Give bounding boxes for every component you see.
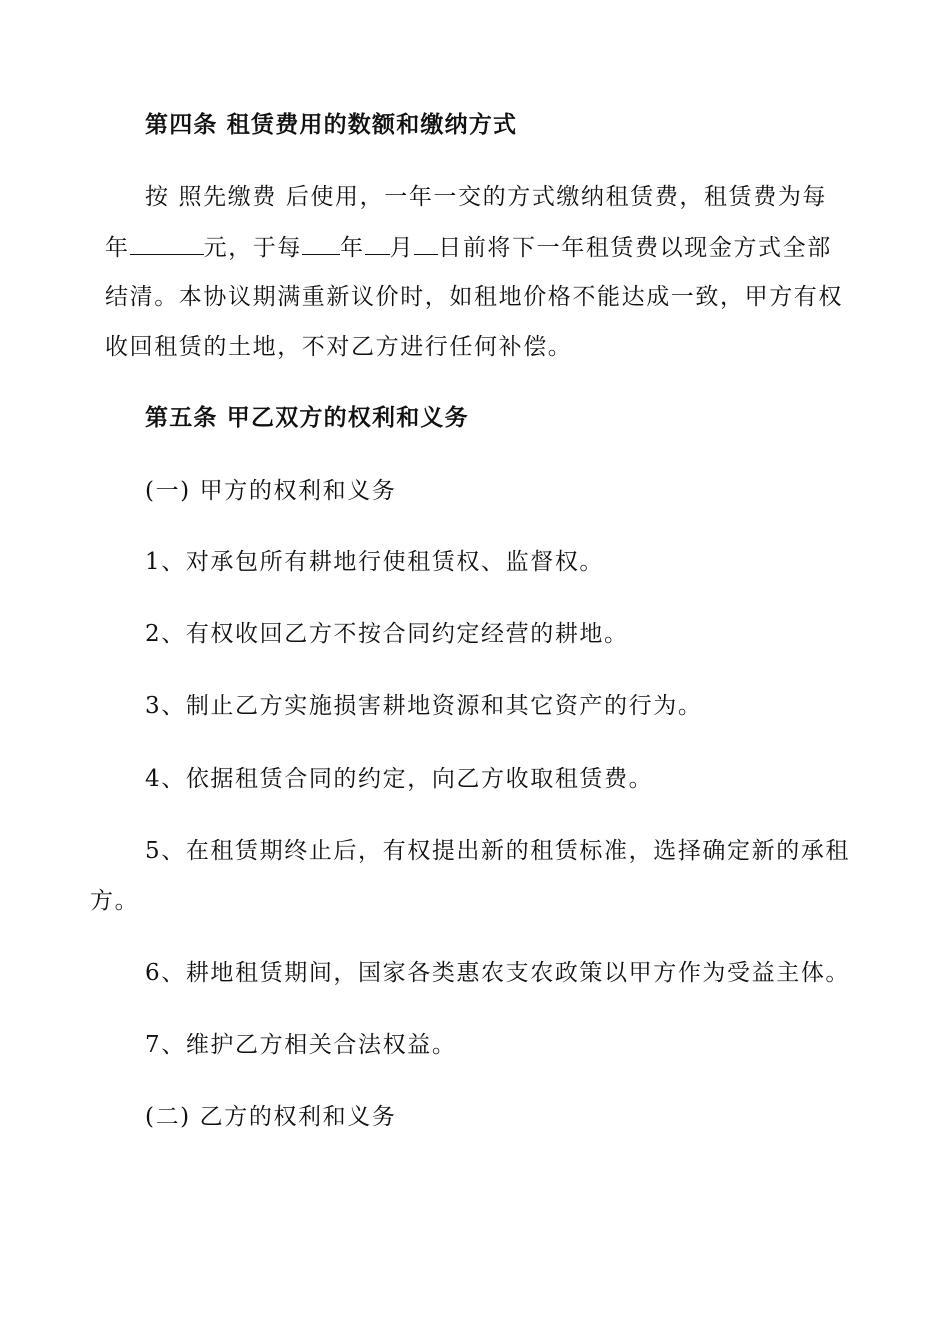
text-ri-rest: 日前将下一年租赁费以现金方式全部 — [438, 235, 832, 261]
article-5-heading: 第五条 甲乙双方的权利和义务 — [145, 405, 469, 431]
item-2: 2、有权收回乙方不按合同约定经营的耕地。 — [145, 621, 629, 647]
year-blank — [302, 232, 340, 255]
text-yuan-yu-mei: 元，于每 — [203, 235, 303, 261]
article-4-line-1: 按 照先缴费 后使用，一年一交的方式缴纳租赁费，租赁费为每 — [145, 184, 828, 210]
item-3: 3、制止乙方实施损害耕地资源和其它资产的行为。 — [145, 693, 703, 719]
item-5: 5、在租赁期终止后，有权提出新的租赁标准，选择确定新的承租 — [145, 838, 851, 864]
item-4: 4、依据租赁合同的约定，向乙方收取租赁费。 — [145, 766, 654, 792]
item-6: 6、耕地租赁期间，国家各类惠农支农政策以甲方作为受益主体。 — [145, 960, 851, 986]
item-7: 7、维护乙方相关合法权益。 — [145, 1032, 457, 1058]
month-blank — [365, 232, 390, 255]
day-blank — [414, 232, 438, 255]
article-4-line-4: 收回租赁的土地，不对乙方进行任何补偿。 — [105, 334, 573, 360]
party-b-heading: (二) 乙方的权利和义务 — [145, 1104, 397, 1130]
amount-blank — [130, 232, 204, 255]
party-a-heading: (一) 甲方的权利和义务 — [145, 478, 397, 504]
article-4-heading: 第四条 租赁费用的数额和缴纳方式 — [145, 112, 518, 138]
item-5-continued: 方。 — [90, 888, 140, 914]
text-yue: 月 — [389, 235, 415, 261]
text-year: 年 — [105, 235, 130, 261]
article-4-line-2 — [105, 232, 832, 263]
text-nian: 年 — [340, 235, 365, 261]
article-4-line-3: 结清。本协议期满重新议价时，如租地价格不能达成一致，甲方有权 — [105, 284, 843, 310]
item-1: 1、对承包所有耕地行使租赁权、监督权。 — [145, 549, 605, 575]
